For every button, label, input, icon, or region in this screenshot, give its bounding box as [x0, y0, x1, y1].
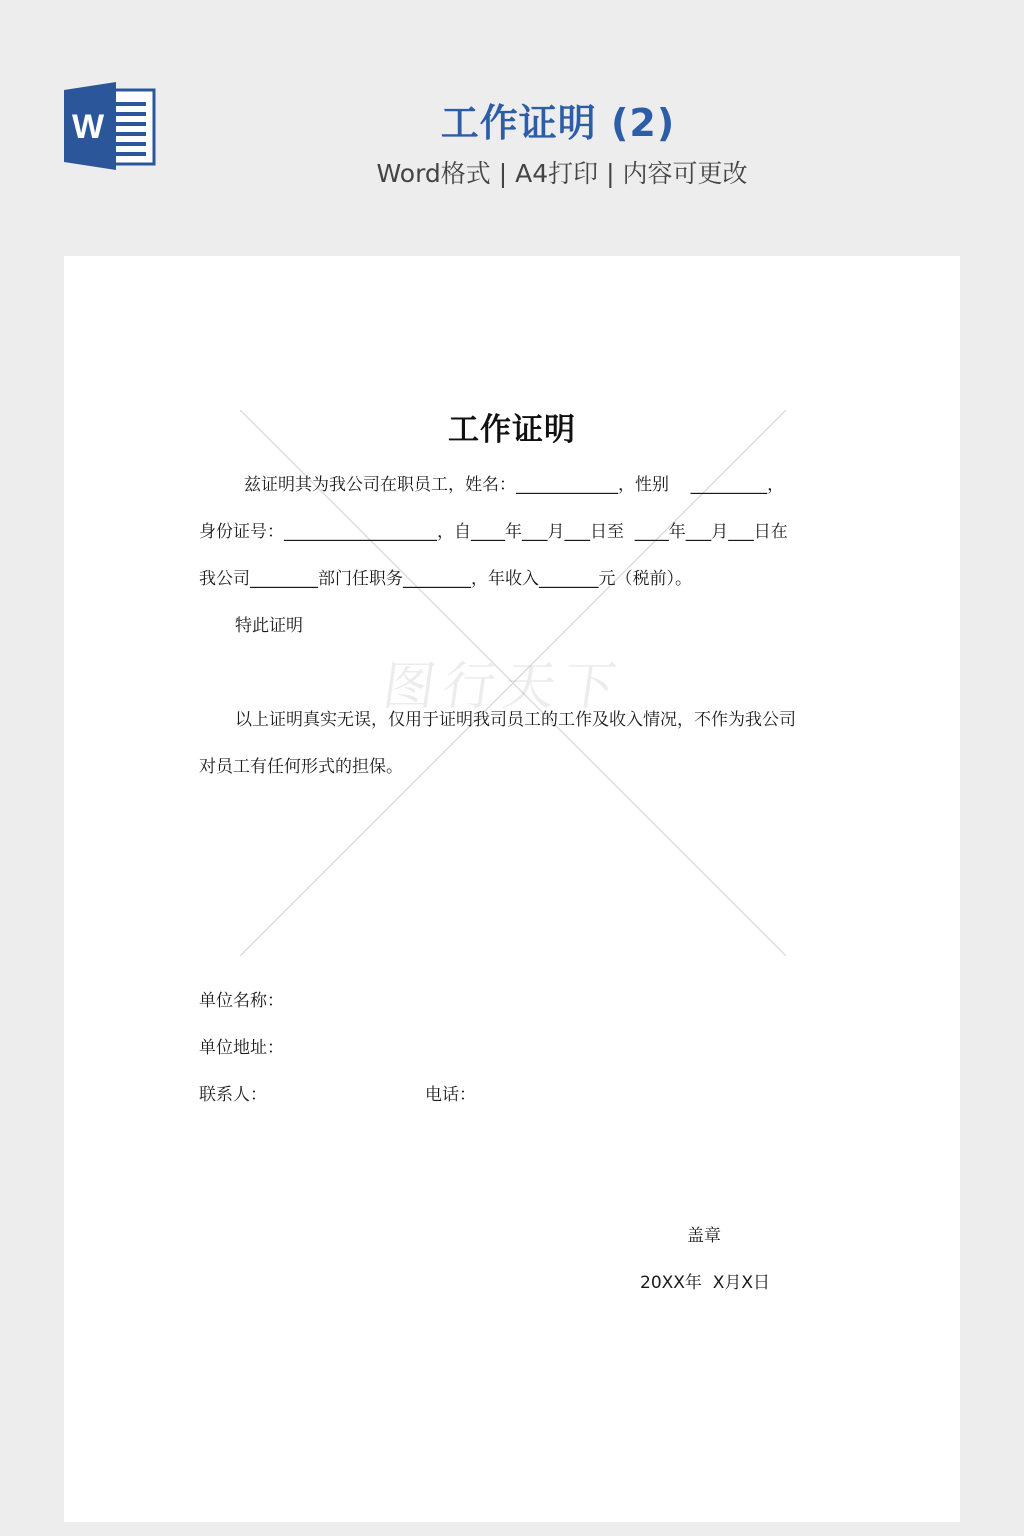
- disclaimer-line-2: 对员工有任何形式的担保。: [199, 757, 403, 777]
- unit-address-label: 单位地址：: [199, 1038, 284, 1058]
- document-page: [64, 256, 960, 1522]
- word-logo-letter: W: [71, 108, 105, 146]
- watermark-text: 图行天下: [379, 657, 628, 717]
- unit-name-label: 单位名称：: [199, 991, 284, 1011]
- seal-label: 盖章: [687, 1226, 721, 1246]
- disclaimer-line-1: 以上证明真实无误，仅用于证明我司员工的工作及收入情况，不作为我公司: [235, 710, 796, 730]
- body-line-2: 身份证号：__________________，自____年___月___日至 ____年___月___日在: [199, 522, 788, 542]
- body-line-3: 我公司________部门任职务________，年收入_______元（税前）。: [199, 569, 692, 589]
- closing-statement: 特此证明: [235, 616, 303, 636]
- document-title: 工作证明: [448, 412, 576, 448]
- header-subtitle: Word格式 | A4打印 | 内容可更改: [376, 159, 748, 188]
- contact-label: 联系人：: [199, 1085, 267, 1105]
- phone-label: 电话：: [425, 1085, 476, 1105]
- signature-date: 20XX年 X月X日: [640, 1273, 771, 1293]
- body-line-1: 兹证明其为我公司在职员工，姓名：____________，性别 _________，: [244, 475, 785, 495]
- header-title: 工作证明 (2): [440, 101, 676, 145]
